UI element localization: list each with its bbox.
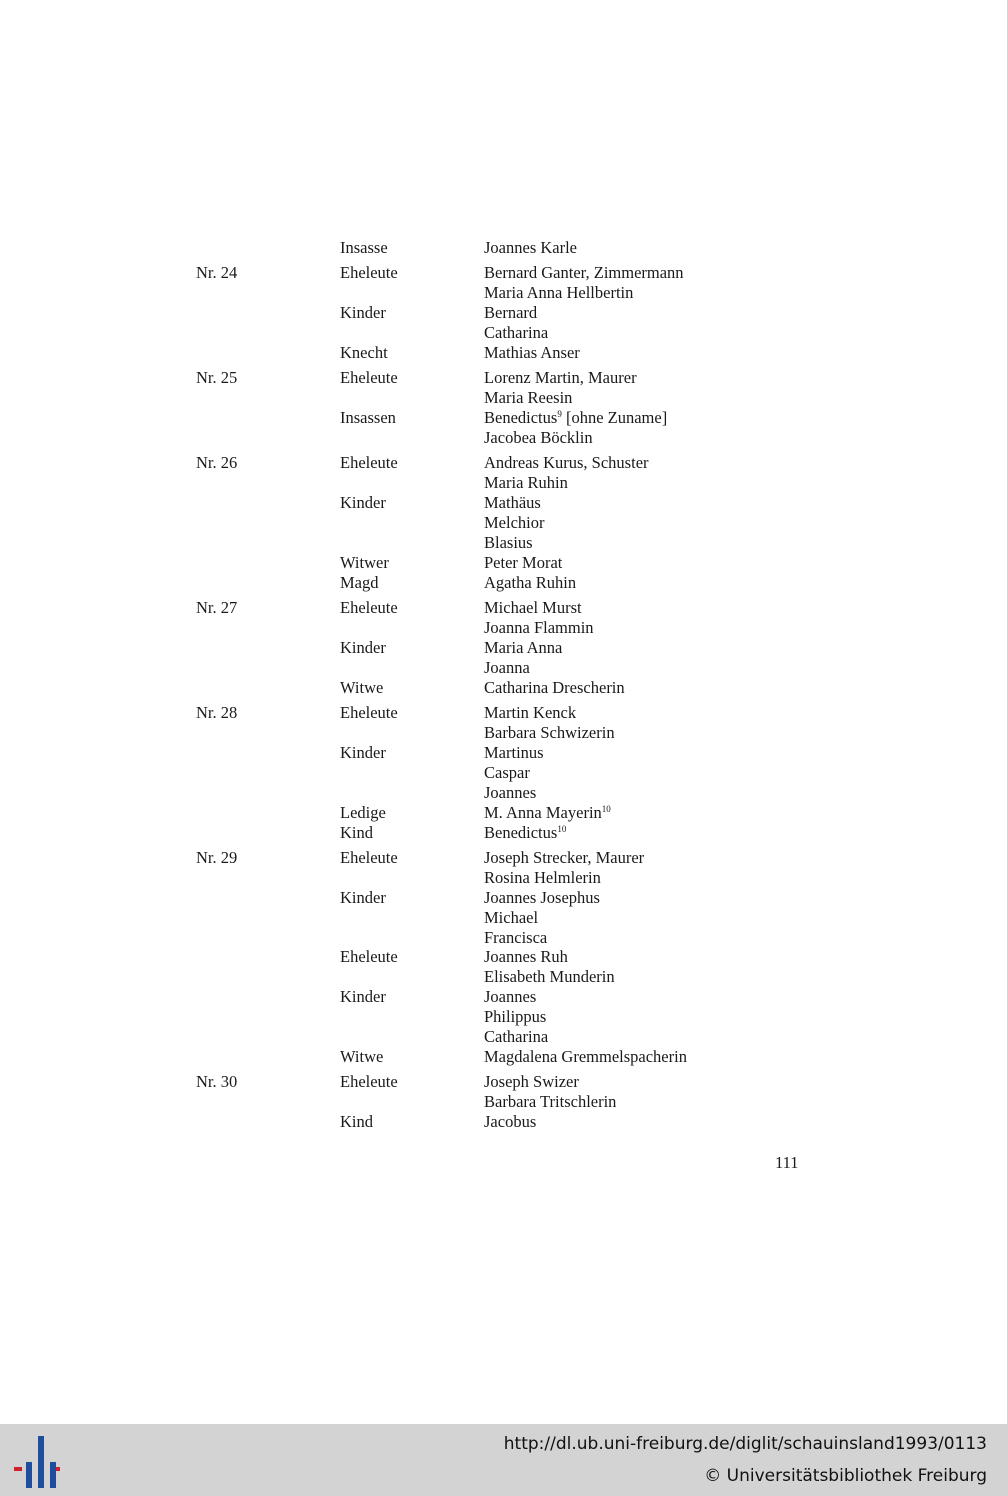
person-name: Agatha Ruhin	[484, 573, 577, 592]
person-name: Joseph Strecker, Maurer	[484, 848, 645, 867]
entry-row	[0, 638, 1007, 658]
household-role: Kinder	[340, 638, 386, 657]
person-name: Melchior	[484, 513, 545, 532]
person-name-cell	[484, 743, 544, 763]
person-name: Joannes	[484, 783, 537, 802]
entry-row	[0, 763, 1007, 783]
house-number: Nr. 28	[196, 703, 238, 722]
entry-row	[0, 388, 1007, 408]
person-name-cell	[484, 987, 536, 1007]
household-role: Knecht	[340, 343, 388, 362]
entry-row	[0, 618, 1007, 638]
person-name: Joseph Swizer	[484, 1072, 579, 1091]
person-name: Barbara Schwizerin	[484, 723, 615, 742]
person-name: Joannes Ruh	[484, 947, 568, 966]
person-name-cell	[484, 638, 562, 658]
household-role: Insasse	[340, 238, 388, 257]
person-name: Maria Anna Hellbertin	[484, 283, 634, 302]
entry-row	[0, 908, 1007, 928]
person-name: Catharina	[484, 1027, 549, 1046]
person-name-cell	[484, 848, 644, 868]
person-name: Andreas Kurus, Schuster	[484, 453, 649, 472]
person-name-cell	[484, 263, 684, 283]
person-name: Maria Ruhin	[484, 473, 568, 492]
person-name: Blasius	[484, 533, 533, 552]
household-role: Witwe	[340, 678, 384, 697]
person-name: Francisca	[484, 928, 548, 947]
entry-row	[0, 408, 1007, 428]
person-name: Elisabeth Munderin	[484, 967, 615, 986]
person-name-cell	[484, 868, 601, 888]
entry-row	[0, 928, 1007, 948]
person-name: M. Anna Mayerin	[484, 803, 602, 822]
permalink-url[interactable]: http://dl.ub.uni-freiburg.de/diglit/schauinsland1993/0113	[503, 1434, 987, 1454]
person-name: Magdalena Gremmelspacherin	[484, 1047, 687, 1066]
house-number: Nr. 29	[196, 848, 238, 867]
person-name-cell	[484, 573, 576, 593]
person-name-cell	[484, 323, 548, 343]
person-name: Jacobea Böcklin	[484, 428, 593, 447]
person-name-cell	[484, 1112, 536, 1132]
household-role: Eheleute	[340, 947, 398, 966]
person-name: Martinus	[484, 743, 544, 762]
person-name: Joanna Flammin	[484, 618, 594, 637]
household-role: Kinder	[340, 888, 386, 907]
person-name: Jacobus	[484, 1112, 537, 1131]
household-role: Eheleute	[340, 453, 398, 472]
entry-row	[0, 1072, 1007, 1092]
entry-row	[0, 967, 1007, 987]
entry-row	[0, 513, 1007, 533]
entry-row	[0, 493, 1007, 513]
person-name: Mathäus	[484, 493, 541, 512]
person-name-cell	[484, 303, 537, 323]
person-name-cell	[484, 343, 580, 363]
person-name-cell	[484, 553, 562, 573]
house-number: Nr. 24	[196, 263, 238, 282]
person-name-cell	[484, 1092, 616, 1112]
person-name-cell	[484, 493, 541, 513]
person-name: Barbara Tritschlerin	[484, 1092, 617, 1111]
person-name-cell	[484, 1007, 546, 1027]
house-number: Nr. 25	[196, 368, 238, 387]
person-name-cell	[484, 823, 566, 843]
entry-row	[0, 428, 1007, 448]
entry-row	[0, 453, 1007, 473]
person-name: Philippus	[484, 1007, 547, 1026]
person-name: Joannes Josephus	[484, 888, 600, 907]
entry-row	[0, 533, 1007, 553]
entry-row	[0, 573, 1007, 593]
copyright-text: © Universitätsbibliothek Freiburg	[704, 1466, 987, 1486]
entry-row	[0, 283, 1007, 303]
person-name-cell	[484, 238, 577, 258]
person-name-cell	[484, 1072, 579, 1092]
person-name-cell	[484, 703, 576, 723]
person-name-cell	[484, 888, 600, 908]
house-number: Nr. 26	[196, 453, 238, 472]
entry-row	[0, 553, 1007, 573]
person-name-cell	[484, 428, 593, 448]
person-name: Peter Morat	[484, 553, 563, 572]
person-name: Lorenz Martin, Maurer	[484, 368, 637, 387]
name-annotation: [ohne Zuname]	[561, 408, 668, 427]
entry-row	[0, 987, 1007, 1007]
house-number: Nr. 27	[196, 598, 238, 617]
person-name-cell	[484, 783, 536, 803]
person-name-cell	[484, 723, 615, 743]
person-name-cell	[484, 947, 568, 967]
entry-row	[0, 803, 1007, 823]
person-name-cell	[484, 618, 594, 638]
person-name: Maria Reesin	[484, 388, 573, 407]
person-name: Benedictus	[484, 823, 558, 842]
person-name: Martin Kenck	[484, 703, 577, 722]
person-name-cell	[484, 513, 544, 533]
university-library-logo-icon	[12, 1436, 64, 1488]
household-role: Kind	[340, 823, 373, 842]
person-name-cell	[484, 908, 538, 928]
entry-row	[0, 888, 1007, 908]
household-role: Kinder	[340, 493, 386, 512]
entry-row	[0, 368, 1007, 388]
entry-row	[0, 703, 1007, 723]
household-role: Eheleute	[340, 1072, 398, 1091]
person-name-cell	[484, 1047, 687, 1067]
household-role: Eheleute	[340, 368, 398, 387]
person-name: Bernard	[484, 303, 538, 322]
entry-row	[0, 598, 1007, 618]
entry-row	[0, 1027, 1007, 1047]
person-name: Bernard Ganter, Zimmermann	[484, 263, 684, 282]
person-name-cell	[484, 928, 547, 948]
entry-row	[0, 1007, 1007, 1027]
person-name-cell	[484, 658, 530, 678]
person-name: Rosina Helmlerin	[484, 868, 601, 887]
household-role: Kind	[340, 1112, 373, 1131]
person-name-cell	[484, 453, 649, 473]
entry-row	[0, 473, 1007, 493]
person-name: Joanna	[484, 658, 530, 677]
page-number: 111	[775, 1153, 799, 1172]
household-role: Kinder	[340, 743, 386, 762]
household-role: Kinder	[340, 987, 386, 1006]
person-name: Catharina Drescherin	[484, 678, 625, 697]
person-name-cell	[484, 598, 582, 618]
footnote-marker: 10	[557, 824, 567, 834]
footer-bar	[0, 1424, 1007, 1496]
entry-row	[0, 723, 1007, 743]
entry-row	[0, 1112, 1007, 1132]
entry-row	[0, 303, 1007, 323]
person-name: Joannes Karle	[484, 238, 578, 257]
person-name-cell	[484, 1027, 548, 1047]
entry-row	[0, 848, 1007, 868]
person-name-cell	[484, 803, 611, 823]
entry-row	[0, 658, 1007, 678]
person-name-cell	[484, 388, 572, 408]
entry-row	[0, 1092, 1007, 1112]
entry-row	[0, 783, 1007, 803]
household-role: Kinder	[340, 303, 386, 322]
household-role: Eheleute	[340, 598, 398, 617]
household-role: Eheleute	[340, 703, 398, 722]
entry-row	[0, 343, 1007, 363]
person-name-cell	[484, 678, 625, 698]
household-role: Magd	[340, 573, 379, 592]
entry-row	[0, 263, 1007, 283]
footnote-marker: 9	[557, 409, 562, 419]
household-role: Insassen	[340, 408, 396, 427]
house-number: Nr. 30	[196, 1072, 238, 1091]
person-name: Mathias Anser	[484, 343, 580, 362]
person-name-cell	[484, 533, 533, 553]
person-name-cell	[484, 408, 667, 428]
household-role: Witwe	[340, 1047, 384, 1066]
person-name-cell	[484, 763, 530, 783]
entry-row	[0, 947, 1007, 967]
person-name: Maria Anna	[484, 638, 563, 657]
entry-row	[0, 743, 1007, 763]
person-name: Benedictus	[484, 408, 558, 427]
household-role: Eheleute	[340, 848, 398, 867]
person-name-cell	[484, 368, 637, 388]
person-name: Catharina	[484, 323, 549, 342]
entry-row	[0, 678, 1007, 698]
entry-row	[0, 1047, 1007, 1067]
person-name: Joannes	[484, 987, 537, 1006]
person-name-cell	[484, 473, 568, 493]
household-role: Ledige	[340, 803, 386, 822]
person-name-cell	[484, 283, 633, 303]
entry-row	[0, 238, 1007, 258]
person-name-cell	[484, 967, 615, 987]
footnote-marker: 10	[601, 804, 611, 814]
entry-row	[0, 868, 1007, 888]
entry-row	[0, 323, 1007, 343]
person-name: Michael Murst	[484, 598, 582, 617]
entry-row	[0, 823, 1007, 843]
person-name: Michael	[484, 908, 539, 927]
person-name: Caspar	[484, 763, 530, 782]
household-role: Eheleute	[340, 263, 398, 282]
household-role: Witwer	[340, 553, 389, 572]
